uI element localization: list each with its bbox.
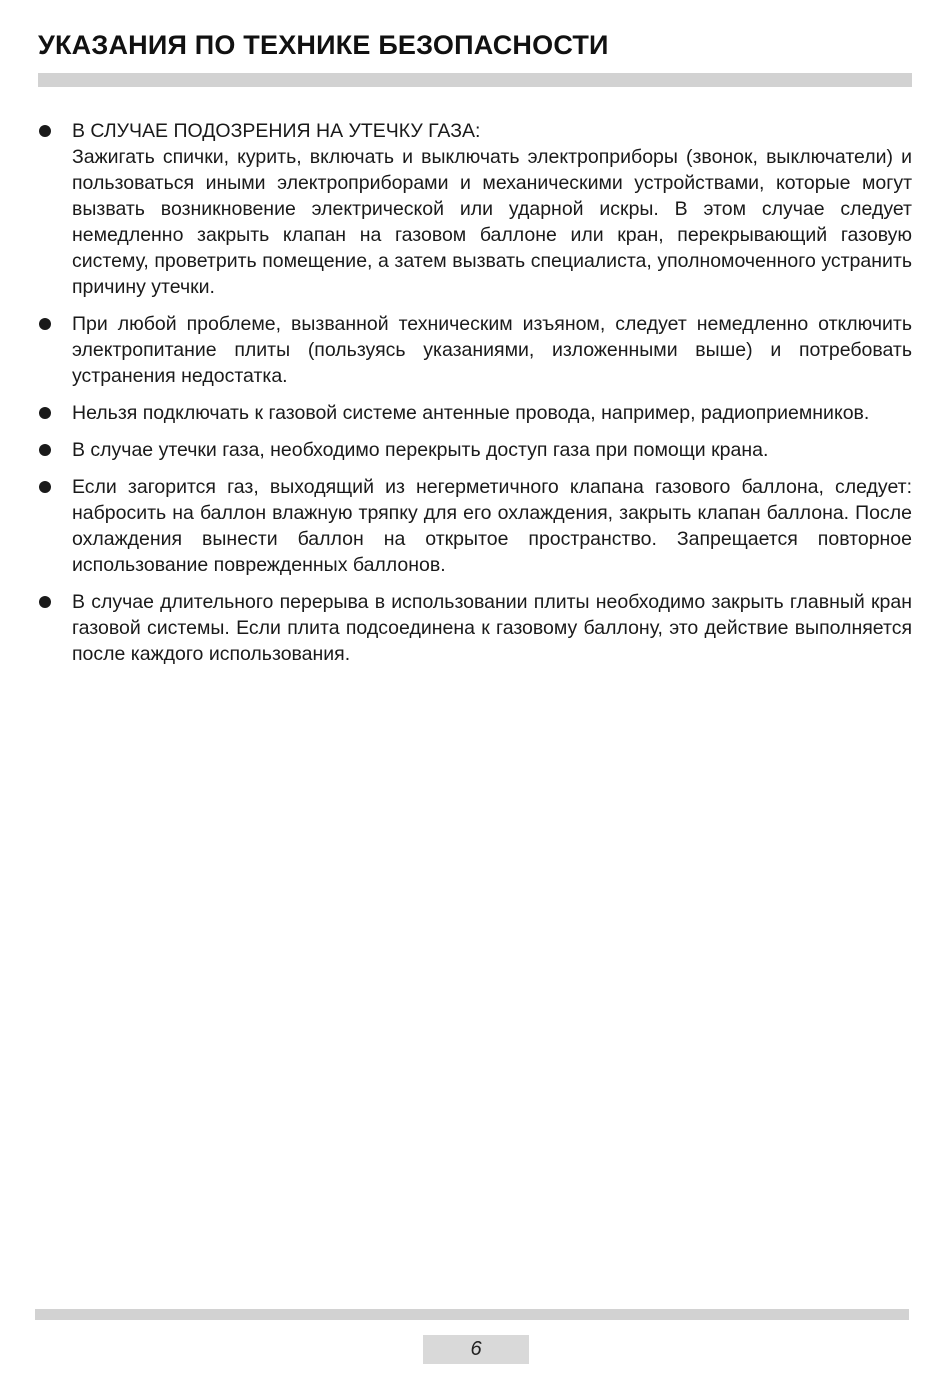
- list-item: [38, 118, 912, 300]
- page-title: УКАЗАНИЯ ПО ТЕХНИКЕ БЕЗОПАСНОСТИ: [38, 30, 609, 60]
- list-item-text: Если загорится газ, выходящий из негерметичного клапана газового баллона, следует: набросить на баллон влажную тряпку для его охлаждения, закрыть клапан баллона. После охлаждения вынести баллон на открытое пространство. Запрещается повторное использование поврежденных баллонов.: [72, 476, 912, 576]
- list-item-text: При любой проблеме, вызванной техническим изъяном, следует немедленно отключить электропитание плиты (пользуясь указаниями, изложенными выше) и потребовать устранения недостатка.: [72, 313, 912, 387]
- bullet-icon: [39, 407, 51, 419]
- list-item-text: В случае длительного перерыва в использовании плиты необходимо закрыть главный кран газовой системы. Если плита подсоединена к газовому баллону, это действие выполняется после каждого использования.: [72, 591, 912, 665]
- list-item: [38, 589, 912, 667]
- list-item: [38, 437, 912, 463]
- list-item: [38, 474, 912, 578]
- list-item: [38, 400, 912, 426]
- list-item-heading: В СЛУЧАЕ ПОДОЗРЕНИЯ НА УТЕЧКУ ГАЗА:: [72, 120, 481, 142]
- bullet-icon: [39, 125, 51, 137]
- bullet-icon: [39, 444, 51, 456]
- bullet-icon: [39, 318, 51, 330]
- list-item-text: В случае утечки газа, необходимо перекрыть доступ газа при помощи крана.: [72, 439, 769, 461]
- list-item-text: Зажигать спички, курить, включать и выключать электроприборы (звонок, выключатели) и пользоваться иными электроприборами и механическими устройствами, которые могут вызвать возникновение электрической или ударной искры. В этом случае следует немедленно закрыть клапан на газовом баллоне или кран, перекрывающий газовую систему, проветрить помещение, а затем вызвать специалиста, уполномоченного устранить причину утечки.: [72, 146, 912, 298]
- title-divider: [38, 73, 912, 87]
- list-item-text: Нельзя подключать к газовой системе антенные провода, например, радиоприемников.: [72, 402, 870, 424]
- bullet-icon: [39, 481, 51, 493]
- bullet-icon: [39, 596, 51, 608]
- safety-instructions-list: [38, 118, 912, 678]
- list-item: [38, 311, 912, 389]
- footer-divider: [35, 1309, 909, 1320]
- page-number: 6: [423, 1335, 529, 1364]
